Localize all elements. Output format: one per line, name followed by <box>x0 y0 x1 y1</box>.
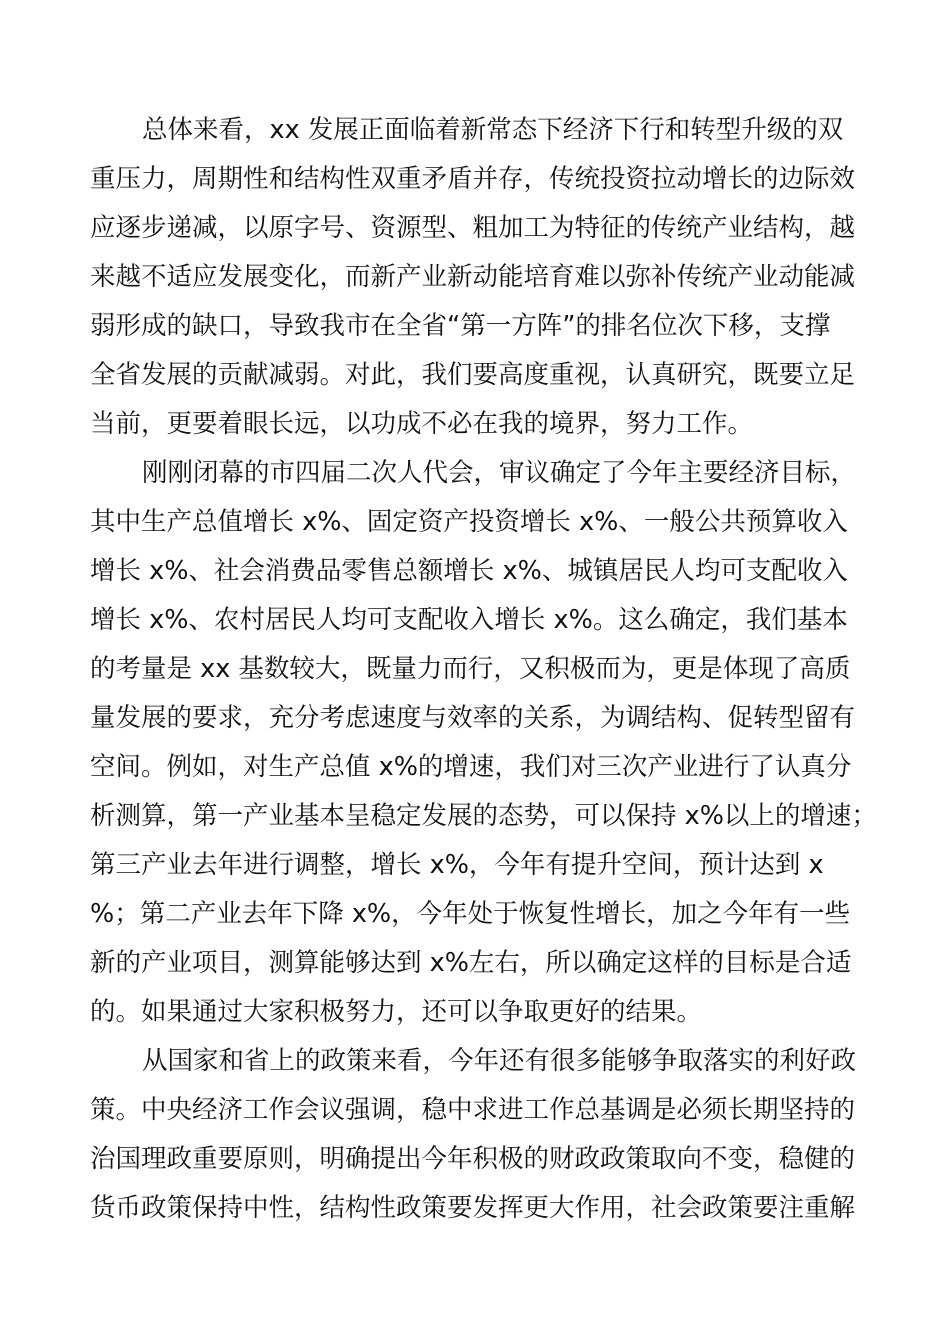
paragraph-2-line-3: 增长 x%、社会消费品零售总额增长 x%、城镇居民人均可支配收入 <box>90 556 848 586</box>
paragraph-3-line-1: 从国家和省上的政策来看，今年还有很多能够争取落实的利好政 <box>142 1046 857 1076</box>
paragraph-1-line-1: 总体来看，xx 发展正面临着新常态下经济下行和转型升级的双 <box>142 115 844 145</box>
paragraph-2-line-6: 量发展的要求，充分考虑速度与效率的关系，为调结构、促转型留有 <box>90 703 856 733</box>
paragraph-3-line-3: 治国理政重要原则，明确提出今年积极的财政政策取向不变，稳健的 <box>90 1144 856 1174</box>
paragraph-2-line-10: %；第二产业去年下降 x%，今年处于恢复性增长，加之今年有一些 <box>90 899 851 929</box>
paragraph-1-line-2: 重压力，周期性和结构性双重矛盾并存，传统投资拉动增长的边际效 <box>90 164 856 194</box>
paragraph-3-line-2: 策。中央经济工作会议强调，稳中求进工作总基调是必须长期坚持的 <box>90 1095 856 1125</box>
paragraph-2-line-1: 刚刚闭幕的市四届二次人代会，审议确定了今年主要经济目标， <box>142 458 857 488</box>
paragraph-1-line-5: 弱形成的缺口，导致我市在全省“第一方阵”的排名位次下移，支撑 <box>90 311 831 341</box>
paragraph-1-line-4: 来越不适应发展变化，而新产业新动能培育难以弥补传统产业动能减 <box>90 262 856 292</box>
paragraph-2-line-4: 增长 x%、农村居民人均可支配收入增长 x%。这么确定，我们基本 <box>90 605 848 635</box>
paragraph-1-line-3: 应逐步递减，以原字号、资源型、粗加工为特征的传统产业结构，越 <box>90 213 856 243</box>
paragraph-2-line-9: 第三产业去年进行调整，增长 x%，今年有提升空间，预计达到 x <box>90 850 824 880</box>
paragraph-3-line-4: 货币政策保持中性，结构性政策要发挥更大作用，社会政策要注重解 <box>90 1193 856 1223</box>
paragraph-2-line-12: 的。如果通过大家积极努力，还可以争取更好的结果。 <box>90 997 703 1027</box>
paragraph-2-line-8: 析测算，第一产业基本呈稳定发展的态势，可以保持 x%以上的增速； <box>90 801 877 831</box>
paragraph-2-line-11: 新的产业项目，测算能够达到 x%左右，所以确定这样的目标是合适 <box>90 948 852 978</box>
paragraph-2-line-2: 其中生产总值增长 x%、固定资产投资增长 x%、一般公共预算收入 <box>90 507 848 537</box>
paragraph-2-line-5: 的考量是 xx 基数较大，既量力而行，又积极而为，更是体现了高质 <box>90 654 851 684</box>
paragraph-1-line-6: 全省发展的贡献减弱。对此，我们要高度重视，认真研究，既要立足 <box>90 360 856 390</box>
document-body <box>90 106 877 1233</box>
paragraph-2-line-7: 空间。例如，对生产总值 x%的增速，我们对三次产业进行了认真分 <box>90 752 852 782</box>
paragraph-1-line-7: 当前，更要着眼长远，以功成不必在我的境界，努力工作。 <box>90 409 754 439</box>
